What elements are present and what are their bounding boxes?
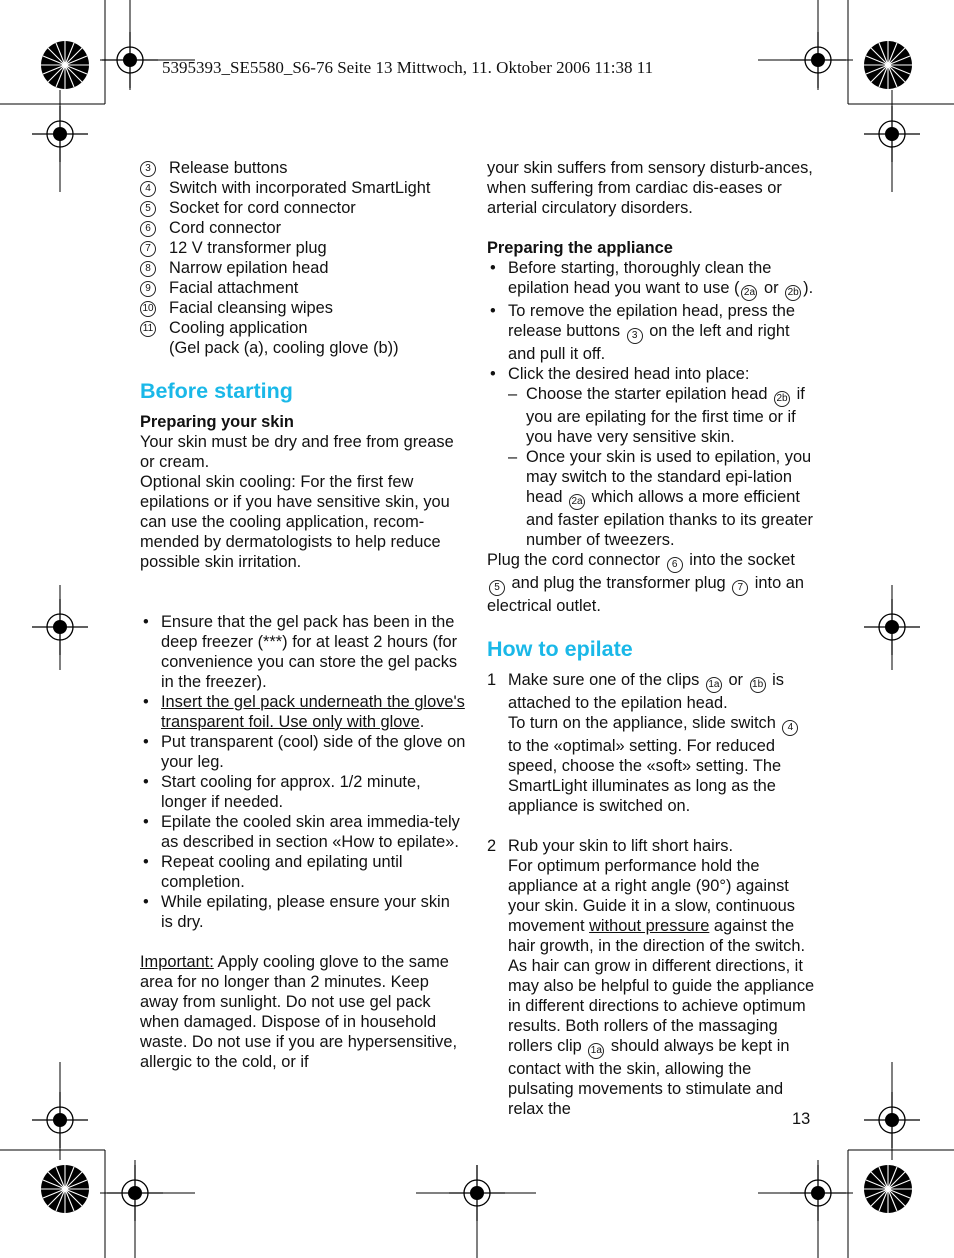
list-item: 3 Release buttons [140, 158, 466, 178]
list-item: • Click the desired head into place: – Choose the starter epilation head 2b if you are epilating for the first time or if you have very sensitive skin. – Once your skin is used to epilation, you may switch to the standard epi-lation head 2a which allows a more efficient and faster epilation thanks to its greater number of tweezers. [487, 364, 817, 550]
left-column [140, 158, 466, 1072]
circled-number: 5 [489, 580, 505, 596]
list-item: 8 Narrow epilation head [140, 258, 466, 278]
circled-number: 1a [588, 1043, 604, 1059]
circled-number: 1a [706, 677, 722, 693]
page-number: 13 [792, 1110, 811, 1128]
subheading-preparing-appliance: Preparing the appliance [487, 239, 673, 257]
list-item: 10 Facial cleansing wipes [140, 298, 466, 318]
list-item: • Put transparent (cool) side of the glove on your leg. [140, 732, 466, 772]
print-slug: 5395393_SE5580_S6-76 Seite 13 Mittwoch, 11. Oktober 2006 11:38 11 [162, 58, 654, 77]
paragraph: your skin suffers from sensory disturb-ances, when suffering from cardiac dis-eases or arterial circulatory disorders. [487, 159, 813, 217]
circled-number: 9 [140, 281, 156, 297]
circled-number: 11 [140, 321, 156, 337]
list-item: – Once your skin is used to epilation, you may switch to the standard epi-lation head 2a which allows a more efficient and faster epilation thanks to its greater number of tweezers. [508, 447, 817, 550]
circled-number: 3 [140, 161, 156, 177]
circled-number: 2b [785, 285, 801, 301]
circled-number: 4 [782, 720, 798, 736]
list-item: 4 Switch with incorporated SmartLight [140, 178, 466, 198]
right-column [487, 158, 817, 1119]
circled-number: 5 [140, 201, 156, 217]
list-item: 7 12 V transformer plug [140, 238, 466, 258]
section-heading-how-to-epilate: How to epilate [487, 637, 633, 661]
list-item: • Insert the gel pack underneath the glove's transparent foil. Use only with glove. [140, 692, 466, 732]
list-item: • Ensure that the gel pack has been in the deep freezer (***) for at least 2 hours (for convenience you can store the gel packs in the freezer). [140, 612, 466, 692]
appliance-steps-list [487, 258, 817, 550]
cooling-steps-list [140, 612, 466, 932]
paragraph: Your skin must be dry and free from grease or cream. [140, 433, 454, 471]
list-item: 6 Cord connector [140, 218, 466, 238]
paragraph: Plug the cord connector 6 into the socket 5 and plug the transformer plug 7 into an electrical outlet. [487, 551, 805, 615]
circled-number: 7 [140, 241, 156, 257]
parts-list [140, 158, 466, 358]
list-item: – Choose the starter epilation head 2b if you are epilating for the first time or if you have very sensitive skin. [508, 384, 817, 447]
list-item: 2 Rub your skin to lift short hairs. For optimum performance hold the appliance at a right angle (90°) against your skin. Guide it in a slow, continuous movement without pressure against the hair growth, in the direction of the switch. As hair can grow in different directions, it may also be helpful to guide the appliance in different directions to achieve optimum results. Both rollers of the massaging rollers clip 1a should always be kept in contact with the skin, allowing the pulsating movements to stimulate and relax the [487, 837, 815, 1118]
circled-number: 7 [732, 580, 748, 596]
important-note: Important: Apply cooling glove to the same area for no longer than 2 minutes. Keep away from sunlight. Do not use gel pack when damaged. Dispose of in household waste. Do not use if you are hypersensitive, allergic to the cold, or if [140, 953, 458, 1071]
circled-number: 10 [140, 301, 156, 317]
circled-number: 1b [750, 677, 766, 693]
paragraph: Optional skin cooling: For the first few epilations or if you have sensitive skin, you can use the cooling application, recom-mended by dermatologists to help reduce possible skin irritation. [140, 473, 450, 571]
list-item: • While epilating, please ensure your skin is dry. [140, 892, 466, 932]
list-item: • To remove the epilation head, press the release buttons 3 on the left and right and pull it off. [487, 301, 817, 364]
circled-number: 2b [774, 391, 790, 407]
list-item: • Before starting, thoroughly clean the epilation head you want to use ( 2a or 2b ). [487, 258, 817, 301]
circled-number: 3 [627, 328, 643, 344]
star-target-icon [864, 41, 912, 89]
list-item: 11 Cooling application [140, 318, 466, 338]
list-item: 5 Socket for cord connector [140, 198, 466, 218]
list-item: • Repeat cooling and epilating until completion. [140, 852, 466, 892]
star-target-icon [864, 1165, 912, 1213]
star-target-icon [41, 1165, 89, 1213]
circled-number: 2a [741, 285, 757, 301]
circled-number: 4 [140, 181, 156, 197]
list-item: • Start cooling for approx. 1/2 minute, longer if needed. [140, 772, 466, 812]
circled-number: 8 [140, 261, 156, 277]
list-item: • Epilate the cooled skin area immedia-tely as described in section «How to epilate». [140, 812, 466, 852]
head-options-list [508, 384, 817, 550]
section-heading-before-starting: Before starting [140, 379, 293, 403]
circled-number: 2a [569, 494, 585, 510]
list-item: 9 Facial attachment [140, 278, 466, 298]
circled-number: 6 [140, 221, 156, 237]
star-target-icon [41, 41, 89, 89]
circled-number: 6 [667, 557, 683, 573]
list-item: (Gel pack (a), cooling glove (b)) [169, 339, 399, 357]
epilation-steps [487, 670, 817, 1119]
list-item: 1 Make sure one of the clips 1a or 1b is attached to the epilation head. To turn on the appliance, slide switch 4 to the «optimal» setting. For reduced speed, choose the «soft» setting. The SmartLight illuminates as long as the appliance is switched on. [487, 670, 817, 816]
subheading-preparing-skin: Preparing your skin [140, 413, 294, 431]
